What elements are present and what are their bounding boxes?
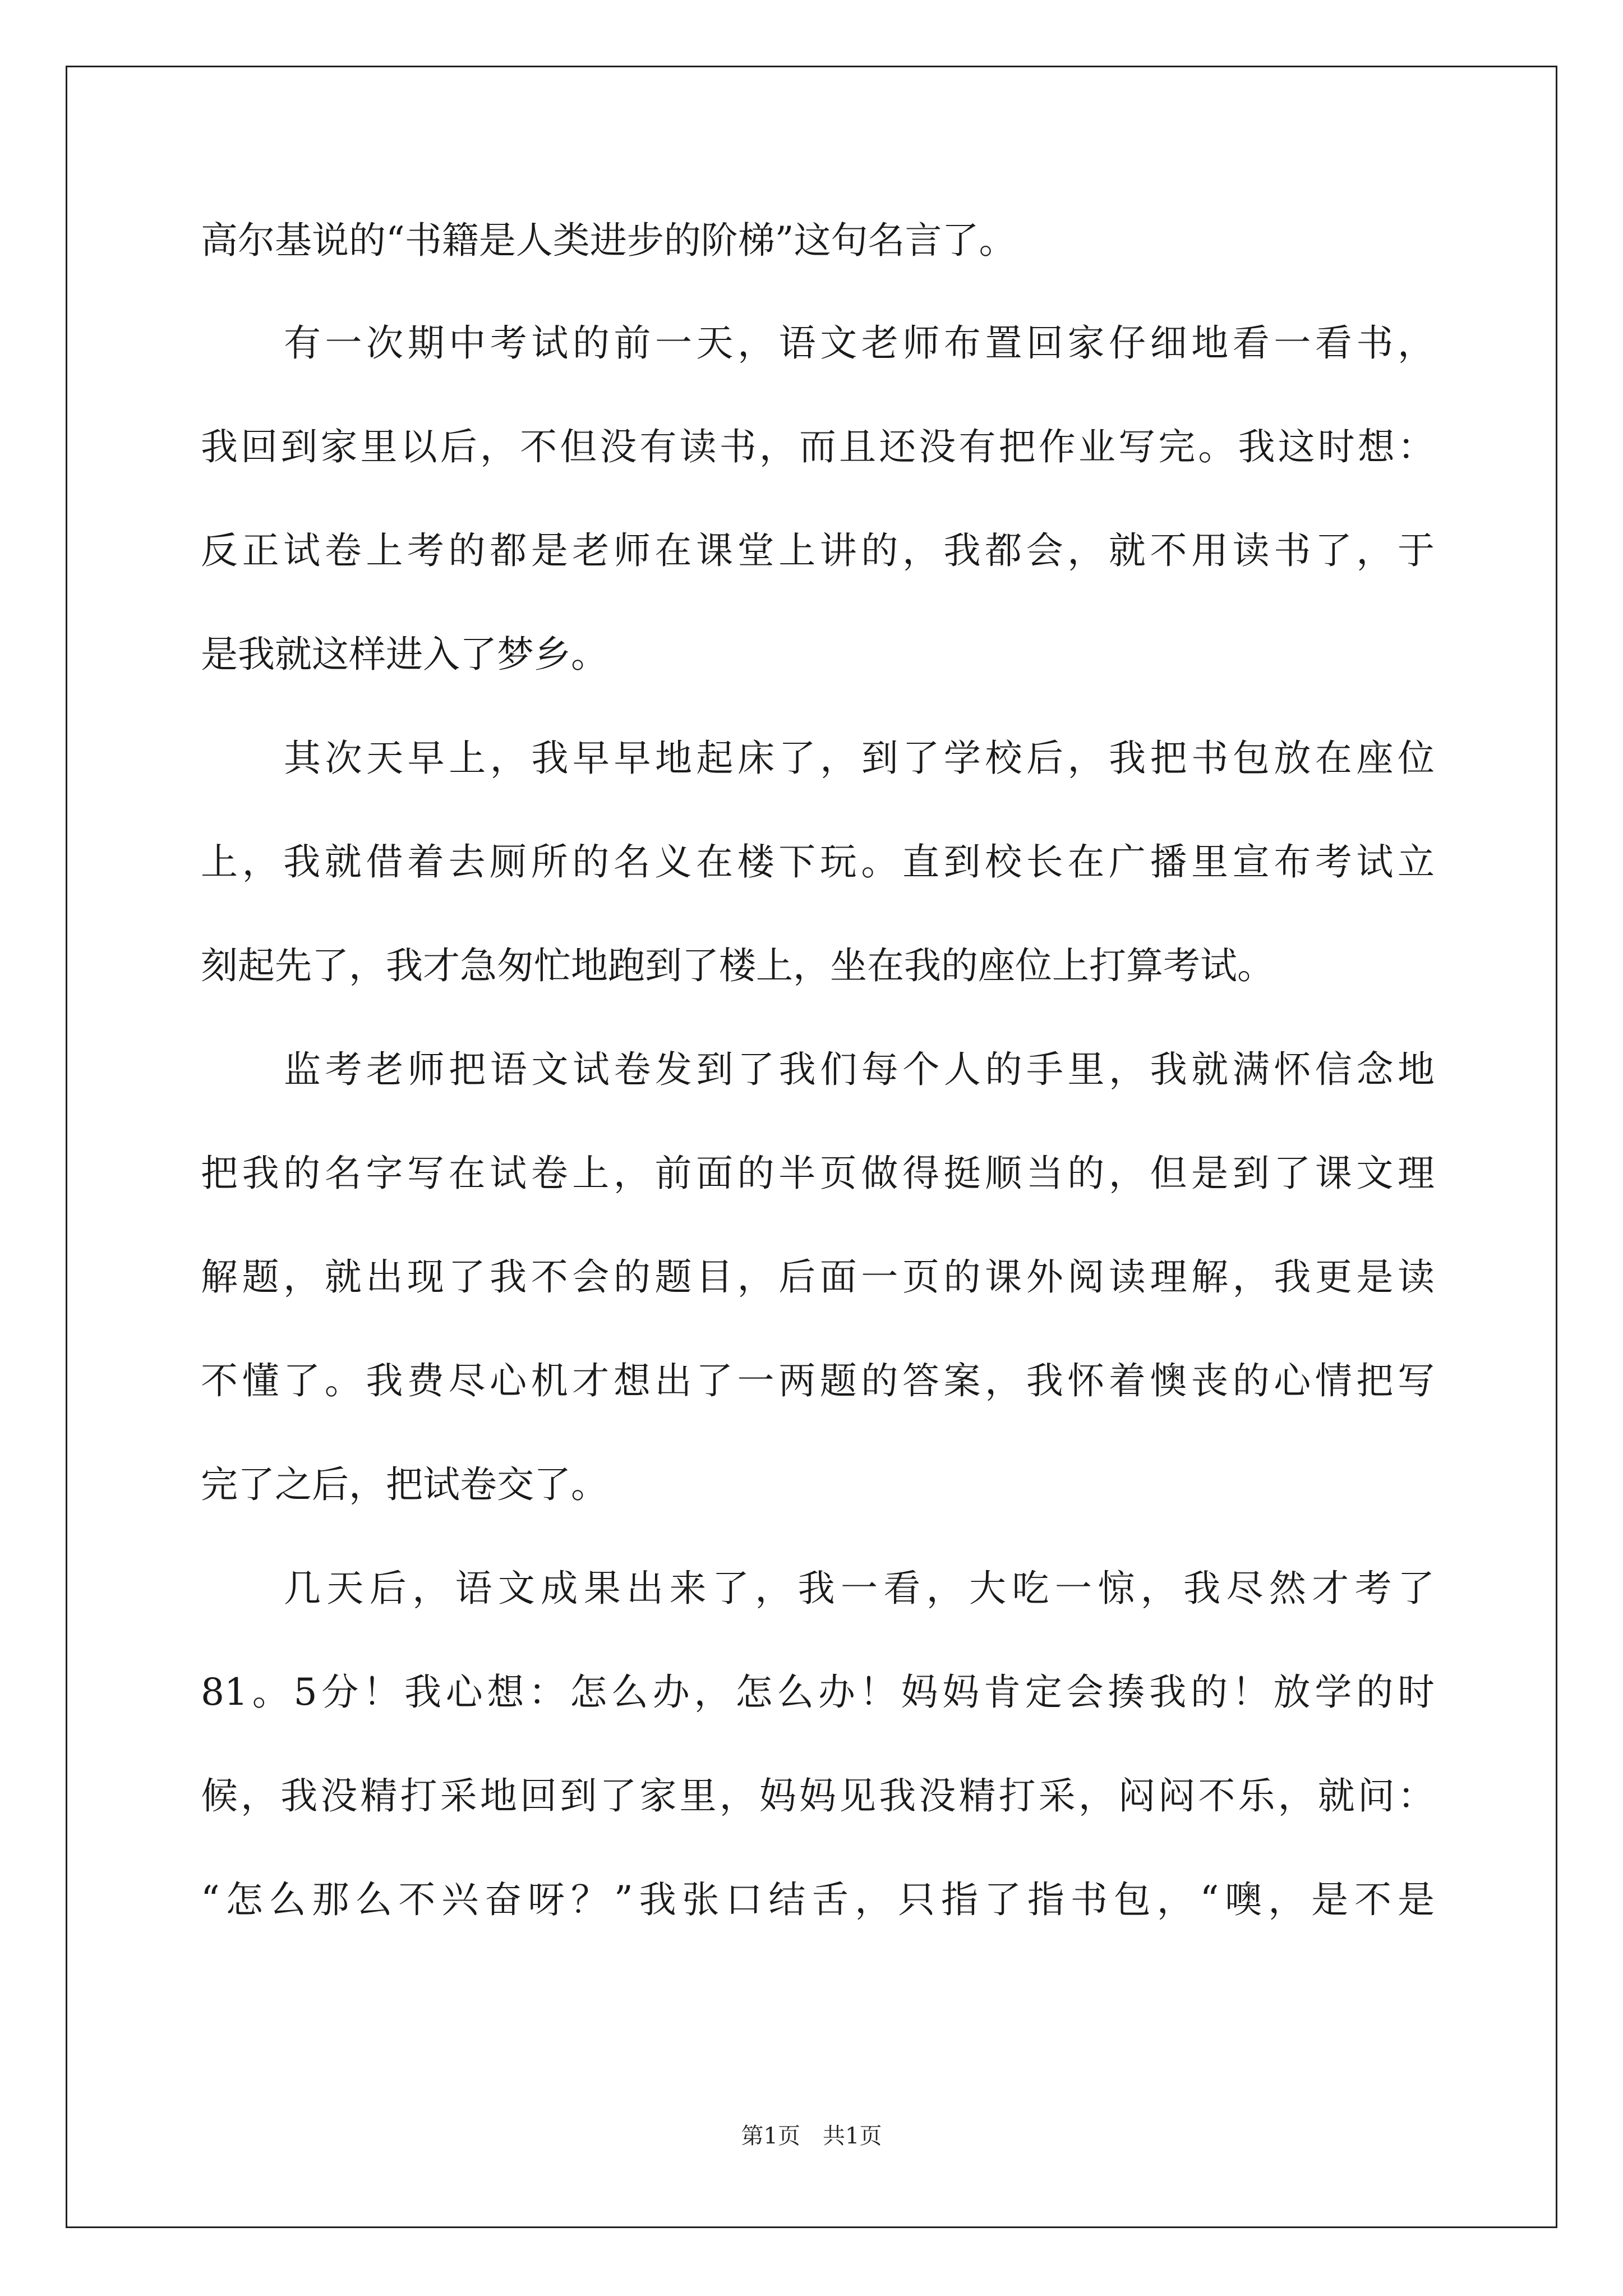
text-line: 有一次期中考试的前一天，语文老师布置回家仔细地看一看书， — [284, 321, 1435, 365]
text-line: 其次天早上，我早早地起床了，到了学校后，我把书包放在座位 — [284, 737, 1435, 780]
text-line: 候，我没精打采地回到了家里，妈妈见我没精打采，闷闷不乐，就问： — [201, 1774, 1435, 1818]
text-line: 刻起先了，我才急匆忙地跑到了楼上，坐在我的座位上打算考试。 — [201, 944, 1274, 987]
text-line: 解题，就出现了我不会的题目，后面一页的课外阅读理解，我更是读 — [201, 1255, 1435, 1299]
text-line: 几天后，语文成果出来了，我一看，大吃一惊，我尽然才考了 — [284, 1567, 1435, 1610]
text-line: 81。5分！我心想：怎么办，怎么办！妈妈肯定会揍我的！放学的时 — [201, 1671, 1435, 1714]
text-line: 把我的名字写在试卷上，前面的半页做得挺顺当的，但是到了课文理 — [201, 1152, 1435, 1195]
text-line: 不懂了。我费尽心机才想出了一两题的答案，我怀着懊丧的心情把写 — [201, 1359, 1435, 1402]
text-line: “怎么那么不兴奋呀？”我张口结舌，只指了指书包，“噢，是不是 — [201, 1878, 1435, 1921]
text-line: 高尔基说的“书籍是人类进步的阶梯”这句名言了。 — [201, 219, 1016, 262]
text-line: 上，我就借着去厕所的名义在楼下玩。直到校长在广播里宣布考试立 — [201, 840, 1435, 884]
page-footer: 第1页 共1页 — [741, 2123, 882, 2149]
text-line: 监考老师把语文试卷发到了我们每个人的手里，我就满怀信念地 — [284, 1048, 1435, 1091]
text-line: 是我就这样进入了梦乡。 — [201, 633, 608, 676]
text-line: 反正试卷上考的都是老师在课堂上讲的，我都会，就不用读书了，于 — [201, 529, 1435, 572]
text-line: 我回到家里以后，不但没有读书，而且还没有把作业写完。我这时想： — [201, 425, 1435, 468]
text-line: 完了之后，把试卷交了。 — [201, 1463, 608, 1506]
